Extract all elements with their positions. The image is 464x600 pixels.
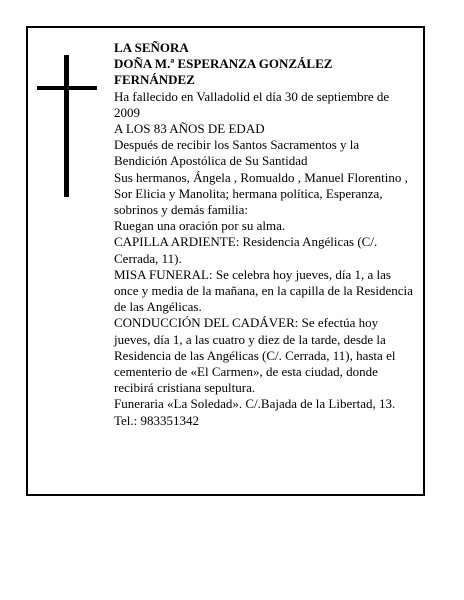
- obituary-text: [114, 40, 414, 429]
- chapel-info: CAPILLA ARDIENTE: Residencia Angélicas (C/. Cerrada, 11).: [114, 234, 378, 266]
- deceased-name: DOÑA M.ª ESPERANZA GONZÁLEZ FERNÁNDEZ: [114, 56, 333, 88]
- death-statement: Ha fallecido en Valladolid el día 30 de septiembre de 2009: [114, 88, 390, 120]
- age-statement: A LOS 83 AÑOS DE EDAD: [114, 121, 265, 137]
- latin-cross-icon: [37, 55, 97, 197]
- cross-horizontal-bar: [37, 86, 97, 90]
- conduction-info: CONDUCCIÓN DEL CADÁVER: Se efectúa hoy jueves, día 1, a las cuatro y diez de la tarde, desde la Residencia de las Angélicas (C/. Cerrada, 11), hasta el cementerio de «El Carmen», de esta ciudad, donde recibirá cristiana sepultura.: [114, 315, 396, 396]
- cross-vertical-bar: [64, 55, 69, 197]
- sacraments-statement: Después de recibir los Santos Sacramentos y la Bendición Apostólica de Su Santidad: [114, 137, 360, 169]
- notice-heading-title: LA SEÑORA: [114, 40, 189, 55]
- funeral-mass-info: MISA FUNERAL: Se celebra hoy jueves, día 1, a las once y media de la mañana, en la capilla de la Residencia de las Angélicas.: [114, 266, 413, 315]
- family-statement: Sus hermanos, Ángela , Romualdo , Manuel Florentino , Sor Elicia y Manolita; hermana política, Esperanza, sobrinos y demás familia:: [114, 169, 408, 218]
- funeral-home-info: Funeraria «La Soledad». C/.Bajada de la Libertad, 13. Tel.: 983351342: [114, 396, 396, 428]
- prayer-request: Ruegan una oración por su alma.: [114, 218, 286, 234]
